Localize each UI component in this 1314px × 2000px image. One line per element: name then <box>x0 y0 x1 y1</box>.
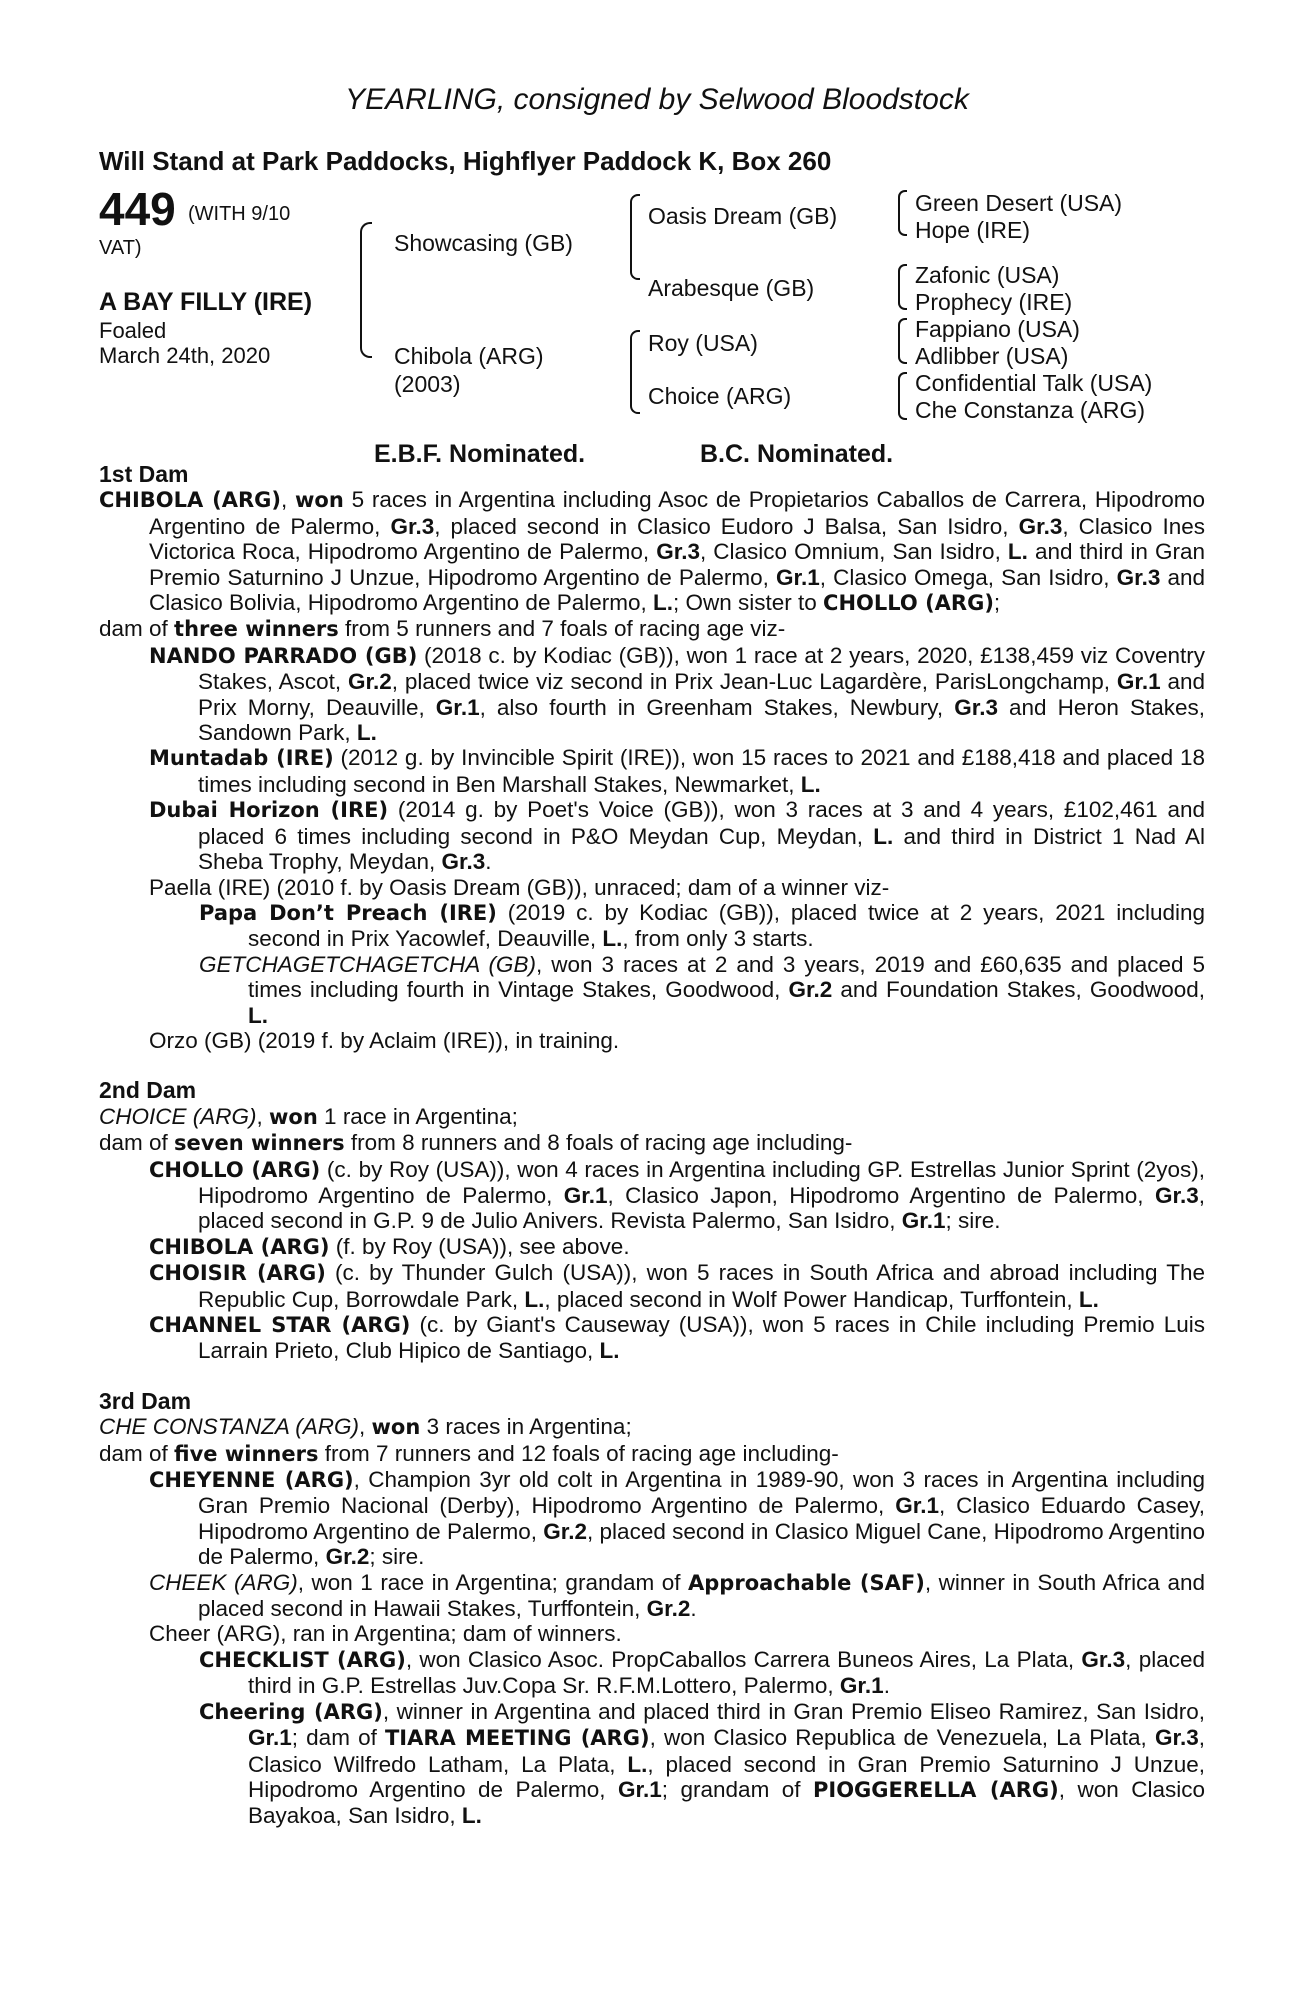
dam-sire-sire: Fappiano (USA) <box>915 316 1080 342</box>
text: , also fourth in Greenham Stakes, Newbury, <box>479 694 955 720</box>
dam-dam: Choice (ARG) <box>648 383 792 409</box>
horse-name: NANDO PARRADO (GB) <box>149 643 418 668</box>
grade: Gr.1 <box>839 1673 884 1699</box>
text: and Heron Stakes, Sandown Park, <box>198 694 1205 746</box>
grand-produce-entry <box>99 952 1205 1028</box>
grade: L. <box>599 1338 620 1364</box>
text: ; sire. <box>945 1208 1001 1234</box>
horse-name: CHEEK (ARG) <box>149 1569 298 1595</box>
grade: L. <box>248 1002 268 1028</box>
text: and Clasico Bolivia, Hipodromo Argentino de Palermo, <box>149 564 1205 616</box>
sire-dam: Arabesque (GB) <box>648 275 815 301</box>
text: , placed twice viz second in Prix Jean-Luc Lagardère, ParisLongchamp, <box>391 669 1117 695</box>
text: won <box>295 488 344 513</box>
pedigree-brace <box>360 222 372 358</box>
dam-sire-dam: Adlibber (USA) <box>915 343 1069 369</box>
text: and third in District 1 Nad Al Sheba Trophy, Meydan, <box>198 823 1205 875</box>
horse-name: CHIBOLA (ARG) <box>99 488 281 513</box>
horse-name: CHIBOLA (ARG) <box>149 1234 330 1259</box>
text: ; Own sister to <box>673 590 824 616</box>
text: , Clasico Japon, Hipodromo Argentino de Palermo, <box>607 1182 1155 1208</box>
dam-paragraph <box>99 487 1205 616</box>
text: , placed second in Wolf Power Handicap, Turffontein, <box>544 1286 1079 1312</box>
section-heading: 3rd Dam <box>99 1387 192 1414</box>
grade: Gr.3 <box>656 539 700 565</box>
text: from 7 runners and 12 foals of racing age including- <box>318 1440 839 1466</box>
sire-sire: Oasis Dream (GB) <box>648 203 838 229</box>
text: (c. by Roy (USA)), won 4 races in Argentina including GP. Estrellas Junior Sprint (2yos), Hipodromo Argentino de Palermo, <box>198 1156 1205 1208</box>
horse-name: CHOICE (ARG) <box>99 1103 257 1129</box>
foaling-date: March 24th, 2020 <box>99 343 271 368</box>
grade: Gr.1 <box>1116 669 1161 695</box>
grade: Gr.1 <box>618 1776 662 1802</box>
horse-name: Muntadab (IRE) <box>149 746 334 771</box>
dam: Chibola (ARG) <box>394 343 544 369</box>
grade: Gr.1 <box>776 564 820 590</box>
text: , Champion 3yr old colt in Argentina in 1989-90, won 3 races in Argentina including Gran Premio Nacional (Derby), Hipodromo Argentino de Palermo, <box>198 1467 1206 1519</box>
horse-name: GETCHAGETCHAGETCHA (GB) <box>199 951 536 977</box>
text: dam of <box>99 1440 175 1466</box>
pedigree-brace <box>898 190 907 236</box>
text: (2012 g. by Invincible Spirit (IRE)), won 15 races to 2021 and £188,418 and placed 18 times including second in Ben Marshall Stakes, Newmarket, <box>198 745 1206 797</box>
text: ; dam of <box>291 1725 385 1751</box>
grade: L. <box>602 926 623 952</box>
produce-entry <box>99 1234 1205 1260</box>
grade: L. <box>1078 1286 1099 1312</box>
produce-summary <box>99 616 1205 642</box>
grade: L. <box>1007 539 1028 565</box>
dam-sire: Roy (USA) <box>648 330 758 356</box>
dam-year: (2003) <box>394 371 461 397</box>
consignor-line: YEARLING, consigned by Selwood Bloodstock <box>345 83 969 116</box>
horse-name: Cheering (ARG) <box>199 1699 383 1724</box>
text: (2018 c. by Kodiac (GB)), won 1 race at 2 years, 2020, £138,459 viz Coventry Stakes, Ascot, <box>198 642 1205 695</box>
text: , placed second in Clasico Eudoro J Balsa, San Isidro, <box>434 513 1019 539</box>
text: , won Clasico Asoc. PropCaballos Carrera Buneos Aires, La Plata, <box>405 1646 1082 1672</box>
sire-dam-dam: Prophecy (IRE) <box>915 289 1073 315</box>
foaled-label: Foaled <box>99 318 167 343</box>
pedigree-brace <box>898 264 907 310</box>
produce-entry <box>99 643 1205 746</box>
pedigree-brace <box>630 330 640 414</box>
produce-entry <box>99 1157 1205 1234</box>
grade: L. <box>653 590 673 616</box>
text: ; sire. <box>369 1544 425 1570</box>
grade: Gr.1 <box>435 694 480 720</box>
horse-name: CHECKLIST (ARG) <box>199 1647 406 1672</box>
text: five winners <box>174 1441 319 1466</box>
grade: Gr.3 <box>1154 1182 1199 1208</box>
pedigree-brace <box>898 318 907 364</box>
horse-name: Approachable (SAF) <box>688 1570 925 1595</box>
text: from 5 runners and 7 foals of racing age viz- <box>338 616 786 642</box>
bc-nomination: B.C. Nominated. <box>700 440 894 468</box>
grade: Gr.3 <box>1154 1725 1199 1751</box>
text: , Clasico Omnium, San Isidro, <box>699 539 1008 565</box>
horse-name: PIOGGERELLA (ARG) <box>812 1777 1059 1802</box>
vat-note: (WITH 9/10 <box>188 203 291 225</box>
text: 5 races in Argentina including Asoc de Propietarios Caballos de Carrera, Hipodromo Argentino de Palermo, <box>149 487 1205 539</box>
text: , Clasico Eduardo Casey, Hipodromo Argentino de Palermo, <box>198 1493 1206 1544</box>
text: won <box>371 1415 421 1440</box>
grade: L. <box>627 1751 648 1777</box>
text: . <box>883 1673 890 1699</box>
grade: Gr.2 <box>788 977 833 1003</box>
grade: L. <box>873 823 894 849</box>
pedigree-brace <box>630 194 640 280</box>
horse-name: TIARA MEETING (ARG) <box>384 1726 650 1751</box>
text: , <box>359 1414 372 1440</box>
produce-entry <box>99 1467 1205 1570</box>
text: , Clasico Ines Victorica Roca, Hipodromo Argentino de Palermo, <box>149 513 1205 565</box>
text: , won Clasico Bayakoa, San Isidro, <box>248 1776 1205 1829</box>
spacer <box>99 1053 1205 1078</box>
text: (c. by Thunder Gulch (USA)), won 5 races in South Africa and abroad including The Republic Cup, Borrowdale Park, <box>198 1260 1205 1312</box>
grade: Gr.3 <box>1018 513 1063 539</box>
ebf-nomination: E.B.F. Nominated. <box>374 440 586 468</box>
text: , winner in Argentina and placed third in Gran Premio Eliseo Ramirez, San Isidro, <box>382 1698 1205 1724</box>
text: three winners <box>174 617 339 642</box>
horse-name: CHEYENNE (ARG) <box>149 1468 354 1493</box>
produce-entry <box>99 797 1205 874</box>
text: . <box>690 1596 697 1622</box>
text: (2019 c. by Kodiac (GB)), placed twice at 2 years, 2021 including second in Prix Yacowlef, Deauville, <box>248 899 1206 952</box>
text: dam of <box>99 616 175 642</box>
produce-entry: Orzo (GB) (2019 f. by Aclaim (IRE)), in training. <box>149 1027 620 1053</box>
horse-name: CHOLLO (ARG) <box>823 591 994 616</box>
text: from 8 runners and 8 foals of racing age including- <box>344 1130 853 1156</box>
text: . <box>485 849 492 875</box>
text: 1 race in Argentina; <box>317 1103 518 1129</box>
sire-sire-dam: Hope (IRE) <box>915 217 1031 243</box>
grade: Gr.2 <box>543 1518 588 1544</box>
horse-name: CHANNEL STAR (ARG) <box>149 1313 411 1337</box>
pedigree-notes <box>99 462 1205 1829</box>
produce-entry <box>99 745 1205 797</box>
produce-entry: Cheer (ARG), ran in Argentina; dam of winners. <box>149 1621 622 1647</box>
grade: Gr.1 <box>563 1182 608 1208</box>
vat-note-end: VAT) <box>99 237 142 259</box>
horse-name: Dubai Horizon (IRE) <box>149 798 389 823</box>
grade: Gr.1 <box>901 1208 946 1234</box>
section-heading: 2nd Dam <box>99 1077 197 1104</box>
grand-produce-entry <box>99 1647 1205 1699</box>
text: , placed second in Clasico Miguel Cane, Hipodromo Argentino de Palermo, <box>198 1518 1205 1570</box>
text: , placed third in G.P. Estrellas Juv.Copa Sr. R.F.M.Lottero, Palermo, <box>248 1646 1205 1699</box>
text: 3 races in Argentina; <box>420 1414 632 1440</box>
text: (2014 g. by Poet's Voice (GB)), won 3 races at 3 and 4 years, £102,461 and placed 6 times including second in P&O Meydan Cup, Meydan, <box>198 797 1205 849</box>
text: , placed second in G.P. 9 de Julio Anivers. Revista Palermo, San Isidro, <box>198 1182 1205 1234</box>
spacer <box>99 1364 1205 1389</box>
produce-entry <box>99 1260 1205 1312</box>
text: , <box>280 487 296 513</box>
text: , winner in South Africa and placed second in Hawaii Stakes, Turffontein, <box>198 1569 1205 1622</box>
grade: L. <box>524 1286 545 1312</box>
text: (f. by Roy (USA)), see above. <box>329 1233 630 1259</box>
sire: Showcasing (GB) <box>394 230 573 256</box>
dam-paragraph <box>99 1104 1205 1130</box>
produce-entry <box>99 1312 1205 1364</box>
stand-location: Will Stand at Park Paddocks, Highflyer Paddock K, Box 260 <box>99 146 832 176</box>
dam-dam-sire: Confidential Talk (USA) <box>915 370 1153 396</box>
produce-summary <box>99 1441 1205 1467</box>
grade: Gr.3 <box>390 513 435 539</box>
grade: Gr.2 <box>646 1596 691 1622</box>
text: seven winners <box>174 1131 345 1156</box>
text: won <box>269 1104 318 1129</box>
text: ; <box>993 590 1001 616</box>
text: , won 3 races at 2 and 3 years, 2019 and £60,635 and placed 5 times including fourth in Vintage Stakes, Goodwood, <box>248 951 1206 1003</box>
grade: Gr.1 <box>248 1725 292 1751</box>
text: , from only 3 starts. <box>622 926 814 952</box>
text: , won Clasico Republica de Venezuela, La Plata, <box>649 1725 1155 1751</box>
text: and Foundation Stakes, Goodwood, <box>832 977 1205 1003</box>
lot-number: 449 <box>99 183 176 235</box>
grade: Gr.1 <box>895 1493 939 1519</box>
text: , Clasico Omega, San Isidro, <box>819 564 1117 590</box>
grade: Gr.2 <box>348 669 392 695</box>
pedigree-brace <box>898 372 907 420</box>
sire-dam-sire: Zafonic (USA) <box>915 262 1060 288</box>
grade: L. <box>800 771 821 797</box>
grade: L. <box>356 720 377 746</box>
produce-entry <box>99 1570 1205 1622</box>
text: ; grandam of <box>661 1776 813 1802</box>
grade: Gr.2 <box>325 1544 370 1570</box>
section-heading: 1st Dam <box>99 461 189 487</box>
grade: L. <box>461 1803 482 1829</box>
dam-dam-dam: Che Constanza (ARG) <box>915 397 1146 423</box>
text: , won 1 race in Argentina; grandam of <box>297 1569 689 1595</box>
sire-sire-sire: Green Desert (USA) <box>915 190 1123 216</box>
dam-paragraph <box>99 1414 1205 1440</box>
horse-name: CHE CONSTANZA (ARG) <box>99 1414 360 1440</box>
horse-name: CHOISIR (ARG) <box>149 1261 326 1286</box>
text: and third in Gran Premio Saturnino J Unzue, Hipodromo Argentino de Palermo, <box>149 539 1205 590</box>
grade: Gr.3 <box>954 694 998 720</box>
text: (c. by Giant's Causeway (USA)), won 5 races in Chile including Premio Luis Larrain Prieto, Club Hipico de Santiago, <box>198 1312 1206 1364</box>
lot-title: A BAY FILLY (IRE) <box>99 288 313 316</box>
horse-name: CHOLLO (ARG) <box>149 1157 321 1182</box>
produce-entry: Paella (IRE) (2010 f. by Oasis Dream (GB)), unraced; dam of a winner viz- <box>149 874 890 900</box>
horse-name: Papa Don’t Preach (IRE) <box>199 900 497 925</box>
grade: Gr.3 <box>1081 1646 1126 1672</box>
grade: Gr.3 <box>441 849 486 875</box>
grand-produce-entry <box>99 900 1205 952</box>
text: , placed second in Gran Premio Saturnino J Unzue, Hipodromo Argentino de Palermo, <box>248 1751 1205 1802</box>
text: , <box>256 1103 270 1129</box>
text: dam of <box>99 1130 175 1156</box>
grade: Gr.3 <box>1116 564 1161 590</box>
produce-summary <box>99 1130 1205 1156</box>
text: and Prix Morny, Deauville, <box>198 669 1206 720</box>
grand-produce-entry <box>99 1699 1205 1829</box>
text: , Clasico Wilfredo Latham, La Plata, <box>248 1725 1205 1777</box>
